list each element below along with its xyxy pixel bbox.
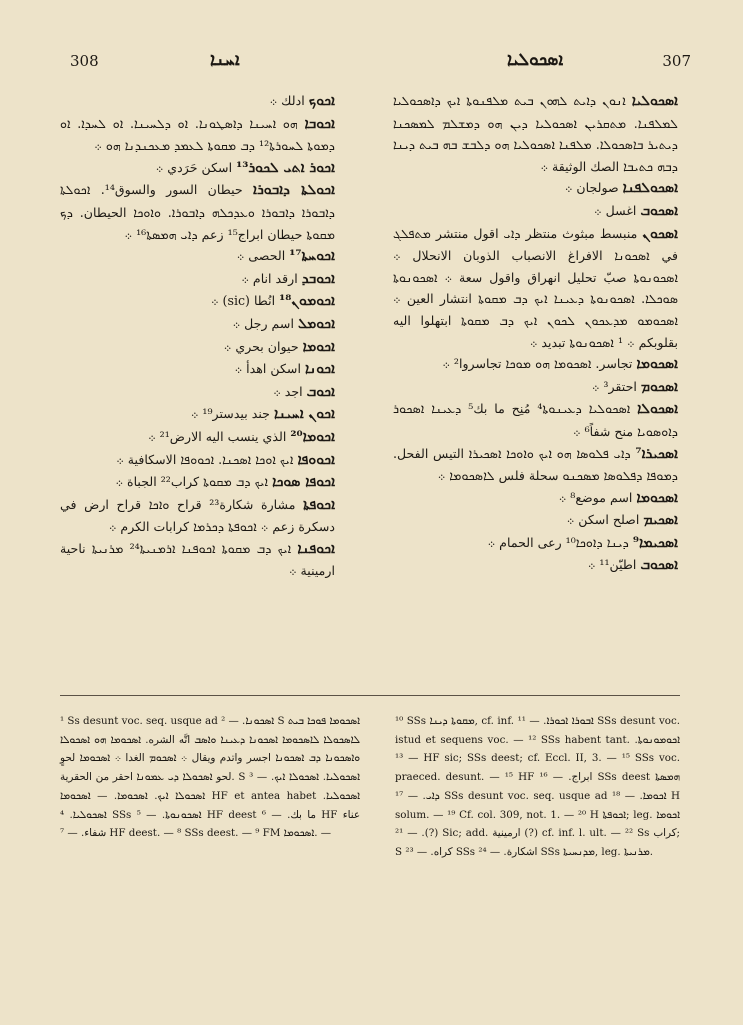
entry-headword: ܐܟܘܡܐ xyxy=(302,338,335,355)
entry-gloss: اجد ܀ xyxy=(273,383,307,399)
entry-gloss: اسكن اهدأ ܀ xyxy=(234,361,305,377)
entry-gloss: ܐܝܟ ܕܒ ܡܩܘܬܐ كراب²² الجباة ܀ xyxy=(115,474,273,490)
lexicon-entry xyxy=(60,313,335,336)
entry-headword: ܐܟܘܚܬܐ¹⁷ xyxy=(289,248,335,265)
entry-headword: ܐܟܘܢܐ xyxy=(304,361,335,378)
left-column-entries xyxy=(60,90,335,582)
lexicon-entry xyxy=(60,426,335,449)
lexicon-entry xyxy=(393,90,678,177)
footnotes-left xyxy=(60,712,360,843)
entry-gloss: ܕܝܢܐ ܕܐܘܟܐ¹⁰ رعى الحمام ܀ xyxy=(487,534,633,550)
entry-gloss: اطيّن¹¹ ܀ xyxy=(587,557,641,573)
entry-headword: ܐܣܟܘܒ xyxy=(640,202,678,219)
entry-gloss: منبسط مبثوث منتظر ܕܐܝ اقول منتشر ܡܬܦܠܓ في ܐܣܟܘܢܐ الافراغ الانصباب الذوبان الانحلال ܀ ܐܣܟܘܢܘܬܐ صبّ تحليل انهراق واقول سعة ܀ ܐܣܟܘܢܘܬܐ ܣܘܟܠܐ. ܐܣܟܘܢܘܬܐ ܕܥܝܢܐ ܐܝܟ ܕܒ ܡܩܘܬܐ انتشار العين ܀ ܐܣܟܘܡܘ ܡܕܥܟܘܢ ܠܟܘܢ ܐܝܟ ܕܒ ܡܩܘܬܐ ابتهلوا اليه بقلوبكم ܀ ¹ ܐܣܟܘܢܘܬܐ تبديد ܀ xyxy=(393,225,678,350)
entry-headword: ܐܟܘܡܘܢ¹⁸ xyxy=(279,293,335,310)
entry-gloss: ادلك ܀ xyxy=(269,93,309,108)
lexicon-entry xyxy=(60,179,335,245)
entry-gloss: اسم رجل ܀ xyxy=(232,315,298,331)
lexicon-entry xyxy=(393,398,678,442)
lexicon-entry xyxy=(60,157,335,180)
lexicon-entry xyxy=(393,353,678,376)
footnotes-right xyxy=(395,712,680,862)
lexicon-entry xyxy=(393,554,678,577)
lexicon-entry xyxy=(60,245,335,268)
footnote-divider xyxy=(60,695,680,696)
entry-gloss: حيوان بحري ܀ xyxy=(223,338,303,354)
entry-gloss: جند بيدستر¹⁹ ܀ xyxy=(190,406,274,422)
entry-gloss: انُطا (sic) ܀ xyxy=(211,293,280,309)
lexicon-entry xyxy=(60,113,335,157)
entry-headword: ܐܣܟܝܪܐ⁷ xyxy=(635,445,678,462)
entry-gloss: ܕܐܝ ܦܠܘܣܐ ܗܘ ܐܝܟ ܘܐܘܟܐ ܐܣܟܝܪܐ التيس الفحل. ܕܡܘܦܐ ܕܦܠܘܣܐ ܡܣܟܢܘ سحلة فلس ܠܐܣܟܘܡܐ ܀ xyxy=(393,445,678,484)
entry-headword: ܐܟܘܟ xyxy=(308,93,335,109)
entry-headword: ܐܟܘܦܬܐ xyxy=(303,496,335,513)
lexicon-entry xyxy=(393,509,678,532)
entry-gloss: ܐܝܟ ܕܒ ܡܩܘܬܐ ܐܟܘܦܢܐ ܐܪܡܢܝܬܐ²⁴ ܡܪܢܝܬܐ ناحية ارمينية ܀ xyxy=(60,540,335,579)
running-header-right: ܐܣܟܘܠܝܐ xyxy=(507,50,564,70)
entry-headword: ܐܟܘܘܦܐ xyxy=(297,451,335,468)
entry-gloss: حيطان السور والسوق¹⁴. ܐܟܘܠܬܐ ܕܐܒܘܪܐ ܕܐܒܘܪܐ ܘܥܕܟܠܗ ܕܐܒܘܪܐ. ܘܐܘܟܐ الحيطان. ܕܟ ܡܩܘܬܐ حيطان ابراج¹⁵ زعم ܕܐܝ ܗܡܣܬܐ¹⁶ ܀ xyxy=(60,182,335,242)
lexicon-entry xyxy=(60,90,335,113)
entry-gloss: ܐܢܘܢ ܕܐܝܬ ܠܗܘܢ ܒܝܬ ܡܠܦܢܘܬܐ ܐܝܟ ܕܐܣܟܘܠܝܐ ܠܡܠܦܢܐ. ܡܬܩܪܝܢ ܐܣܟܘܠܝܐ ܕܝܢ ܗܘ ܕܡܫܠܡ ܠܡܣܟܢܐ ܕܝܬܝܪ ܒܐܣܟܘܠܐ. ܡܠܦܢܐ ܐܣܟܘܠܝܐ ܗܘ ܕܠܒܫ ܒܗ ܒܝܬ ܕܝܢܐ ܕܒܗ ܟܬܝܒܐ الصك الوثيقة ܀ xyxy=(393,93,678,174)
footnote-text: ¹ Ss desunt voc. seq. usque ad ܐܣܟܘܢܐ. — ² S ܐܣܟܘܡܐ ܦܘܟܐ ܒܝܬ ܠܐܣܟܘܠܐ ܠܐܣܟܘܡܐ ܐܣܟܘܢܐ ܕܥܝܢܐ ܘܐܣܒ اتَّه الشره. ܐܣܟܘܡܐ ܗܘ ܐܣܟܘܠܐ ܘܐܣܟܘܢܐ ܕܒ ܐܣܟܘܢܐ اجسر واتدم ويقال ܀ ܐܣܟܘܡ الغدا ܀ ܐܣܟܘܡܐ لحوٍ لحو ܐܣܟܘܠܐ ܕܝ ܥܡܘܢܐ احقر من الحقرية. S ³ — ܐܣܟܘܠܝܐ. ܐܣܟܘܠܐ ܐܝܟ. ܐܣܟܘܠܐ ܐܝܟ. ܐܣܟܘܡܐ. — ܐܣܟܘܡܐ HF et antea habet ܐܣܟܘܠܝܐ. ܐܣܟܘܠܝܐ. ⁴ SSs ܐܣܟܘܢܘܬܐ. — ⁵ HF deest ما بك. — ⁶ HF عناء شفاء. — ⁷ HF deest. — ⁸ SSs deest. — ⁹ FM ܐܣܟܘܡܐ. — xyxy=(60,715,360,840)
lexicon-entry xyxy=(60,336,335,359)
entry-headword: ܐܟܘܒ xyxy=(306,383,335,400)
entry-gloss: تجاسر. ܐܣܟܘܡܐ ܗܘ ܡܘܟܐ تجاسروا² ܀ xyxy=(442,356,637,372)
entry-headword: ܐܣܟܘܢ xyxy=(642,225,678,242)
entry-headword: ܐܟܘܡܠ xyxy=(297,315,335,332)
entry-gloss: الحصى ܀ xyxy=(236,248,290,264)
lexicon-entry xyxy=(60,471,335,494)
entry-headword: ܐܣܟܘܡܐ xyxy=(636,356,678,373)
entry-headword: ܐܣܟܘܡܐ xyxy=(636,489,678,506)
entry-headword: ܐܟܘܒܐ xyxy=(304,115,335,132)
right-column-entries xyxy=(393,90,678,577)
entry-headword: ܐܟܘܒܕ xyxy=(301,270,335,287)
entry-gloss: مشارة شكارة²³ قراح ܘܐܟܐ قراح ارض في دسكرة زعم ܀ ܐܟܘܦܬܐ ܕܟܪܡܐ كرابات الكرم ܀ xyxy=(60,496,335,535)
entry-gloss: ܗܘ ܐܚܝܢܐ ܕܐܣܛܘܢܐ. ܐܘ ܕܠܚܝܢܐ. ܐܘ ܠܚܕܐ. ܐܘ ܕܡܘܬܐ ܠܚܘܪܬܐ¹² ܕܒ ܡܩܘܬܐ ܠܥܡܕ ܡܥܟܢܕܢܐ ܗܘ ܀ xyxy=(60,115,335,154)
entry-gloss: ارقد انام ܀ xyxy=(241,270,302,286)
lexicon-entry xyxy=(393,443,678,487)
entry-gloss: اغسل ܀ xyxy=(594,202,641,218)
lexicon-entry xyxy=(60,494,335,538)
entry-headword: ܐܣܟܘܠܝܐ xyxy=(631,93,678,109)
entry-headword: ܐܣܟܝܡܐ⁹ xyxy=(632,534,678,551)
page-number-left: 308 xyxy=(70,52,99,70)
lexicon-entry xyxy=(393,376,678,399)
entry-headword: ܐܟܘܡܐ²⁰ xyxy=(290,428,335,445)
entry-gloss: اسم موضع⁸ ܀ xyxy=(558,489,637,505)
running-header-left: ܐܚܢܐ xyxy=(210,50,240,70)
entry-headword: ܐܣܟܘܠܦܢܐ xyxy=(622,180,678,197)
lexicon-entry xyxy=(60,268,335,291)
entry-headword: ܐܣܟܝܡ xyxy=(643,512,678,529)
lexicon-entry xyxy=(393,177,678,200)
entry-headword: ܐܣܟܘܡ xyxy=(640,378,678,395)
lexicon-entry xyxy=(60,403,335,426)
lexicon-entry xyxy=(60,381,335,404)
lexicon-entry xyxy=(60,449,335,472)
entry-headword: ܐܟܘܦܐ ܣܘܟܐ xyxy=(272,474,335,491)
lexicon-entry xyxy=(393,200,678,223)
lexicon-entry xyxy=(393,487,678,510)
entry-gloss: الذي ينسب اليه الارض²¹ ܀ xyxy=(148,428,291,444)
lexicon-entry xyxy=(60,538,335,582)
lexicon-entry xyxy=(393,532,678,555)
entry-gloss: ܐܝܟ ܐܘܟܐ ܐܣܟܢܐ. ܐܟܘܘܦܐ الاسكافية ܀ xyxy=(116,451,298,467)
lexicon-entry xyxy=(60,358,335,381)
entry-gloss: احتقر³ ܀ xyxy=(591,378,641,394)
entry-headword: ܐܟܘܢ ܐܚܝܢܐ xyxy=(273,406,335,423)
entry-headword: ܐܣܟܘܠܐ xyxy=(637,401,679,418)
entry-headword: ܐܟܘܪ ܐܬܝ ܠܟܘܪ¹³ xyxy=(236,159,335,176)
lexicon-entry xyxy=(393,223,678,354)
entry-gloss: اسكن حَرَدي ܀ xyxy=(155,159,237,175)
entry-gloss: اصلح اسكن ܀ xyxy=(566,512,644,528)
entry-headword: ܐܟܘܦܢܐ xyxy=(297,540,335,557)
entry-gloss: صولجان ܀ xyxy=(564,180,623,196)
entry-headword: ܐܣܟܘܒ xyxy=(640,557,678,574)
lexicon-entry xyxy=(60,290,335,313)
footnote-text: ¹⁰ SSs ܡܩܘܬܐ ܕܝܢܐ, cf. inf. ܐܒܘܪܐ ܐܟܘܪܐ. — ¹¹ SSs desunt voc. istud et sequens voc. — ¹² SSs habent tant. ܐܟܘܡܘܢܘܬܐ. — ¹³ HF sic; SSs deest; cf. Eccl. II, 3. — ¹⁵ SSs voc. praeced. desunt. — ¹⁵ HF ابراج. — ¹⁶ SSs deest ܗܡܣܬܐ ܕܐܝ. — ¹⁷ SSs desunt voc. seq. usque ad ܐܟܘܡܐ. — ¹⁸ H solum. — ¹⁹ Cf. col. 309, not. 1. — ²⁰ H ܐܟܘܦܬܐ; leg. ܐܟܘܡܐ (?). — ²¹ Sic; add. ارمينية (?) cf. inf. l. ult. — ²² Ss كراب; S كراه. — ²³ SSs اشكارة. — ²⁴ SSs ܡܕܢܚܝܬܐ, leg. ܡܪܢܝܬܐ. xyxy=(395,715,681,858)
entry-gloss: ܐܣܟܘܠܝܐ ܕܥܝܢܘܬܐ⁴ مُنِح ما بك⁵ ܕܥܝܢܐ ܐܣܟܘܪ ܕܐܘܣܘܝܐ منح شفاً⁶ ܀ xyxy=(393,401,678,439)
entry-headword: ܐܟܘܠܬܐ ܕܐܒܘܪܐ xyxy=(253,182,335,199)
page-number-right: 307 xyxy=(662,52,691,70)
